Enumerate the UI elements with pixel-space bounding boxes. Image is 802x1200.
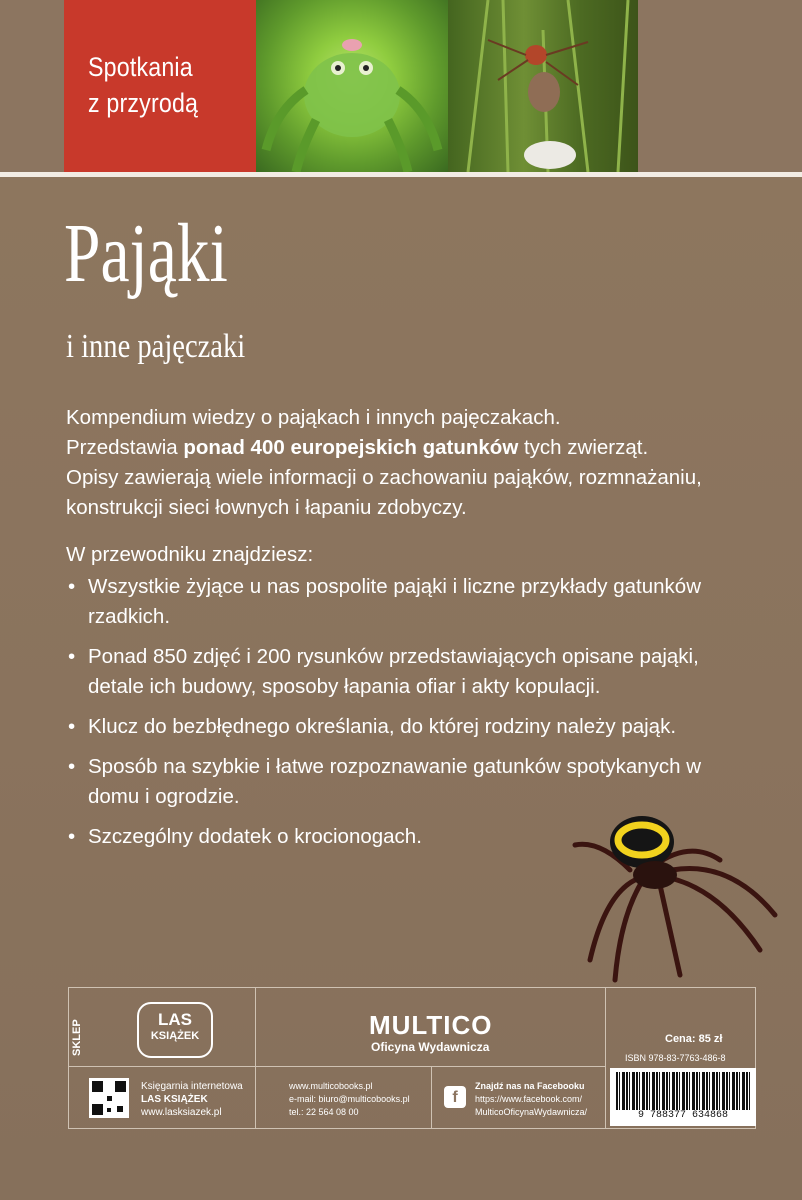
facebook-info [475, 1080, 587, 1119]
series-label-line1: Spotkania [88, 52, 193, 82]
stems-spider-illustration [448, 0, 638, 172]
las-ksiazek-logo [137, 1002, 213, 1058]
facebook-url[interactable]: https://www.facebook.com/ [475, 1094, 583, 1104]
series-label-line2: z przyrodą [88, 88, 199, 118]
list-item-text: Sposób na szybkie i łatwe rozpoznawanie gatunków spotykanych w domu i ogrodzie. [88, 755, 702, 808]
series-label-box [64, 0, 256, 172]
isbn-label: ISBN 978-83-7763-486-8 [625, 1053, 726, 1063]
footer-divider [605, 988, 606, 1128]
bullet-dot-icon: • [68, 715, 76, 738]
facebook-url-part2[interactable]: MulticoOficynaWydawnicza/ [475, 1107, 587, 1117]
top-left-strip [0, 0, 64, 172]
footer-divider [431, 1066, 432, 1128]
publisher-subtitle: Oficyna Wydawnicza [371, 1040, 490, 1054]
bullet-dot-icon: • [68, 825, 76, 848]
intro-p2-post: tych zwierząt. [518, 436, 649, 459]
bookstore-line2: LAS KSIĄŻEK [141, 1094, 208, 1105]
barcode-digits: 9 788377 634868 [637, 1110, 728, 1121]
footer-panel [68, 987, 756, 1129]
intro-p2-pre: Przedstawia [66, 436, 184, 459]
list-item [66, 572, 706, 632]
list-heading: W przewodniku znajdziesz: [66, 543, 314, 566]
barcode-icon [610, 1068, 756, 1126]
publisher-phone: tel.: 22 564 08 00 [289, 1107, 359, 1117]
intro-paragraph-2 [66, 433, 766, 463]
footer-divider [255, 988, 256, 1128]
facebook-heading: Znajdź nas na Facebooku [475, 1081, 585, 1091]
publisher-email[interactable]: e-mail: biuro@multicobooks.pl [289, 1094, 410, 1104]
book-title: Pająki [64, 207, 228, 300]
facebook-icon: f [444, 1086, 466, 1108]
list-item [66, 642, 706, 702]
header-divider [0, 172, 802, 177]
bookstore-url[interactable]: www.lasksiazek.pl [141, 1107, 222, 1118]
bookstore-line1: Księgarnia internetowa [141, 1081, 243, 1092]
intro-paragraph-1: Kompendium wiedzy o pająkach i innych pajęczakach. [66, 406, 561, 429]
black-yellow-spider-image [560, 800, 790, 990]
sklep-label: SKLEP [71, 1019, 83, 1056]
publisher-logo: MULTICO [369, 1010, 493, 1040]
qr-code-icon [89, 1078, 129, 1118]
barcode-bars [616, 1072, 750, 1110]
list-item [66, 712, 706, 742]
top-right-strip [638, 0, 802, 172]
footer-divider [69, 1066, 605, 1067]
intro-text [66, 403, 766, 523]
intro-p2-bold: ponad 400 europejskich gatunków [183, 436, 519, 459]
publisher-url[interactable]: www.multicobooks.pl [289, 1081, 373, 1091]
list-item-text: Szczególny dodatek o krocionogach. [88, 825, 422, 848]
bullet-dot-icon: • [68, 645, 76, 668]
publisher-contact [289, 1080, 410, 1119]
green-spider-illustration [256, 0, 448, 172]
price-label: Cena: 85 zł [665, 1033, 723, 1045]
book-subtitle: i inne pajęczaki [66, 328, 246, 365]
list-item-text: Ponad 850 zdjęć i 200 rysunków przedstawiających opisane pająki, detale ich budowy, sposoby łapania ofiar i akty kopulacji. [88, 645, 699, 698]
bullet-dot-icon: • [68, 575, 76, 598]
list-item-text: Wszystkie żyjące u nas pospolite pająki i liczne przykłady gatunków rzadkich. [88, 575, 701, 628]
photo-green-spider [256, 0, 448, 172]
intro-paragraph-3: Opisy zawierają wiele informacji o zachowaniu pająków, rozmnażaniu, konstrukcji sieci łownych i łapaniu zdobyczy. [66, 466, 702, 519]
bookstore-info [141, 1080, 243, 1119]
list-item-text: Klucz do bezbłędnego określania, do której rodziny należy pająk. [88, 715, 677, 738]
bullet-dot-icon: • [68, 755, 76, 778]
las-logo-text: LAS [158, 1010, 192, 1029]
qr-pattern [89, 1078, 129, 1118]
photo-spider-on-stems [448, 0, 638, 172]
las-logo-subtext: KSIĄŻEK [150, 1030, 200, 1042]
